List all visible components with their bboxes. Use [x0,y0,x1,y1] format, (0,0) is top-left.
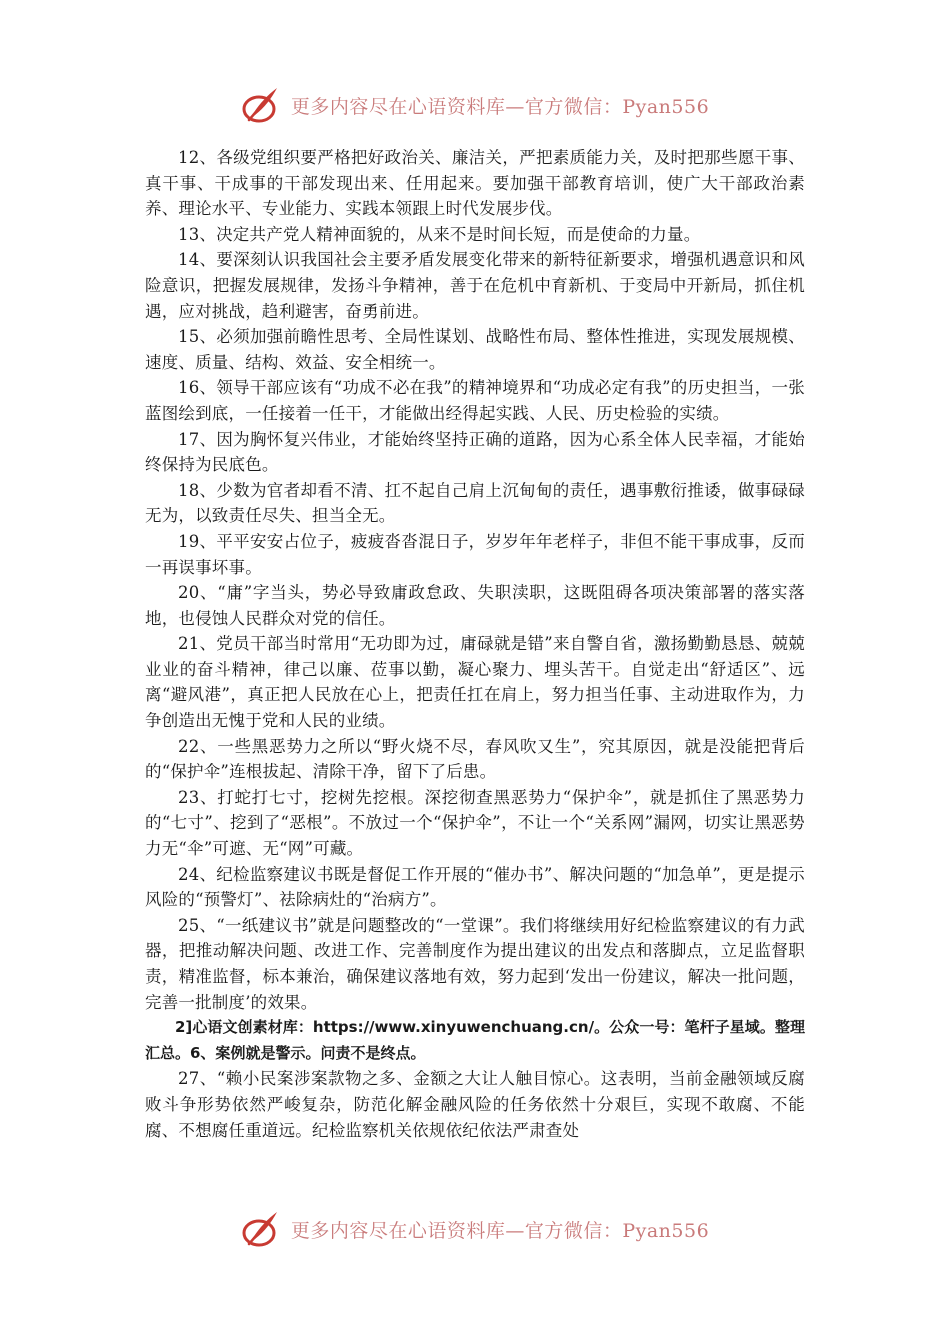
paragraph-12: 12、各级党组织要严格把好政治关、廉洁关，严把素质能力关，及时把那些愿干事、真干事、干成事的干部发现出来、任用起来。要加强干部教育培训，使广大干部政治素养、理论水平、专业能力、实践本领跟上时代发展步伐。 [145,148,805,219]
paragraph-24: 24、纪检监察建议书既是督促工作开展的“催办书”、解决问题的“加急单”，更是提示风险的“预警灯”、祛除病灶的“治病方”。 [145,864,805,910]
paragraph-21: 21、党员干部当时常用“无功即为过，庸碌就是错”来自警自省，激扬勤勤恳恳、兢兢业业的奋斗精神，律己以廉、莅事以勤，凝心聚力、埋头苦干。自觉走出“舒适区”、远离“避风港”，真正把人民放在心上，把责任扛在肩上，努力担当任事、主动进取作为，力争创造出无愧于党和人民的业绩。 [145,634,805,731]
paragraph-13: 13、决定共产党人精神面貌的，从来不是时间长短，而是使命的力量。 [178,224,701,244]
paragraph-27: 27、“赖小民案涉案款物之多、金额之大让人触目惊心。这表明，当前金融领域反腐败斗争形势依然严峻复杂，防范化解金融风险的任务依然十分艰巨，实现不敢腐、不能腐、不想腐任重道远。纪检监察机关依规依纪依法严肃查处 [145,1069,805,1140]
footer-banner [0,1206,950,1252]
paragraph-22: 22、一些黑恶势力之所以“野火烧不尽，春风吹又生”，究其原因，就是没能把背后的“保护伞”连根拔起、清除干净，留下了后患。 [145,736,805,782]
quill-logo-icon [241,85,281,125]
paragraph-15: 15、必须加强前瞻性思考、全局性谋划、战略性布局、整体性推进，实现发展规模、速度、质量、结构、效益、安全相统一。 [145,327,805,372]
paragraph-source-note: 2]心语文创素材库：https://www.xinyuwenchuang.cn/。公众一号：笔杆子星域。整理汇总。6、案例就是警示。问责不是终点。 [145,1018,805,1062]
paragraph-18: 18、少数为官者却看不清、扛不起自己肩上沉甸甸的责任，遇事敷衍推诿，做事碌碌无为，以致责任尽失、担当全无。 [145,480,805,526]
paragraph-14: 14、要深刻认识我国社会主要矛盾发展变化带来的新特征新要求，增强机遇意识和风险意识，把握发展规律，发扬斗争精神，善于在危机中育新机、于变局中开新局，抓住机遇，应对挑战，趋利避害，奋勇前进。 [145,250,805,321]
paragraph-19: 19、平平安安占位子，疲疲沓沓混日子，岁岁年年老样子，非但不能干事成事，反而一再误事坏事。 [145,531,805,577]
banner-text: 更多内容尽在心语资料库—官方微信：Pyan556 [290,95,710,118]
paragraph-25: 25、“一纸建议书”就是问题整改的“一堂课”。我们将继续用好纪检监察建议的有力武器，把推动解决问题、改进工作、完善制度作为提出建议的出发点和落脚点，立足监督职责，精准监督，标本兼治，确保建议落地有效，努力起到‘发出一份建议，解决一批问题，完善一批制度’的效果。 [145,915,805,1012]
quill-logo-icon [241,1209,281,1249]
paragraph-16: 16、领导干部应该有“功成不必在我”的精神境界和“功成必定有我”的历史担当，一张蓝图绘到底，一任接着一任干，才能做出经得起实践、人民、历史检验的实绩。 [145,378,805,423]
paragraph-17: 17、因为胸怀复兴伟业，才能始终坚持正确的道路，因为心系全体人民幸福，才能始终保持为民底色。 [145,429,805,475]
banner-text: 更多内容尽在心语资料库—官方微信：Pyan556 [290,1219,710,1242]
document-body [145,145,805,1143]
header-banner [0,82,950,128]
paragraph-20: 20、“庸”字当头，势必导致庸政怠政、失职渎职，这既阻碍各项决策部署的落实落地，也侵蚀人民群众对党的信任。 [145,583,805,628]
paragraph-23: 23、打蛇打七寸，挖树先挖根。深挖彻查黑恶势力“保护伞”，就是抓住了黑恶势力的“七寸”、挖到了“恶根”。不放过一个“保护伞”，不让一个“关系网”漏网，切实让黑恶势力无“伞”可遮、无“网”可藏。 [145,787,805,859]
